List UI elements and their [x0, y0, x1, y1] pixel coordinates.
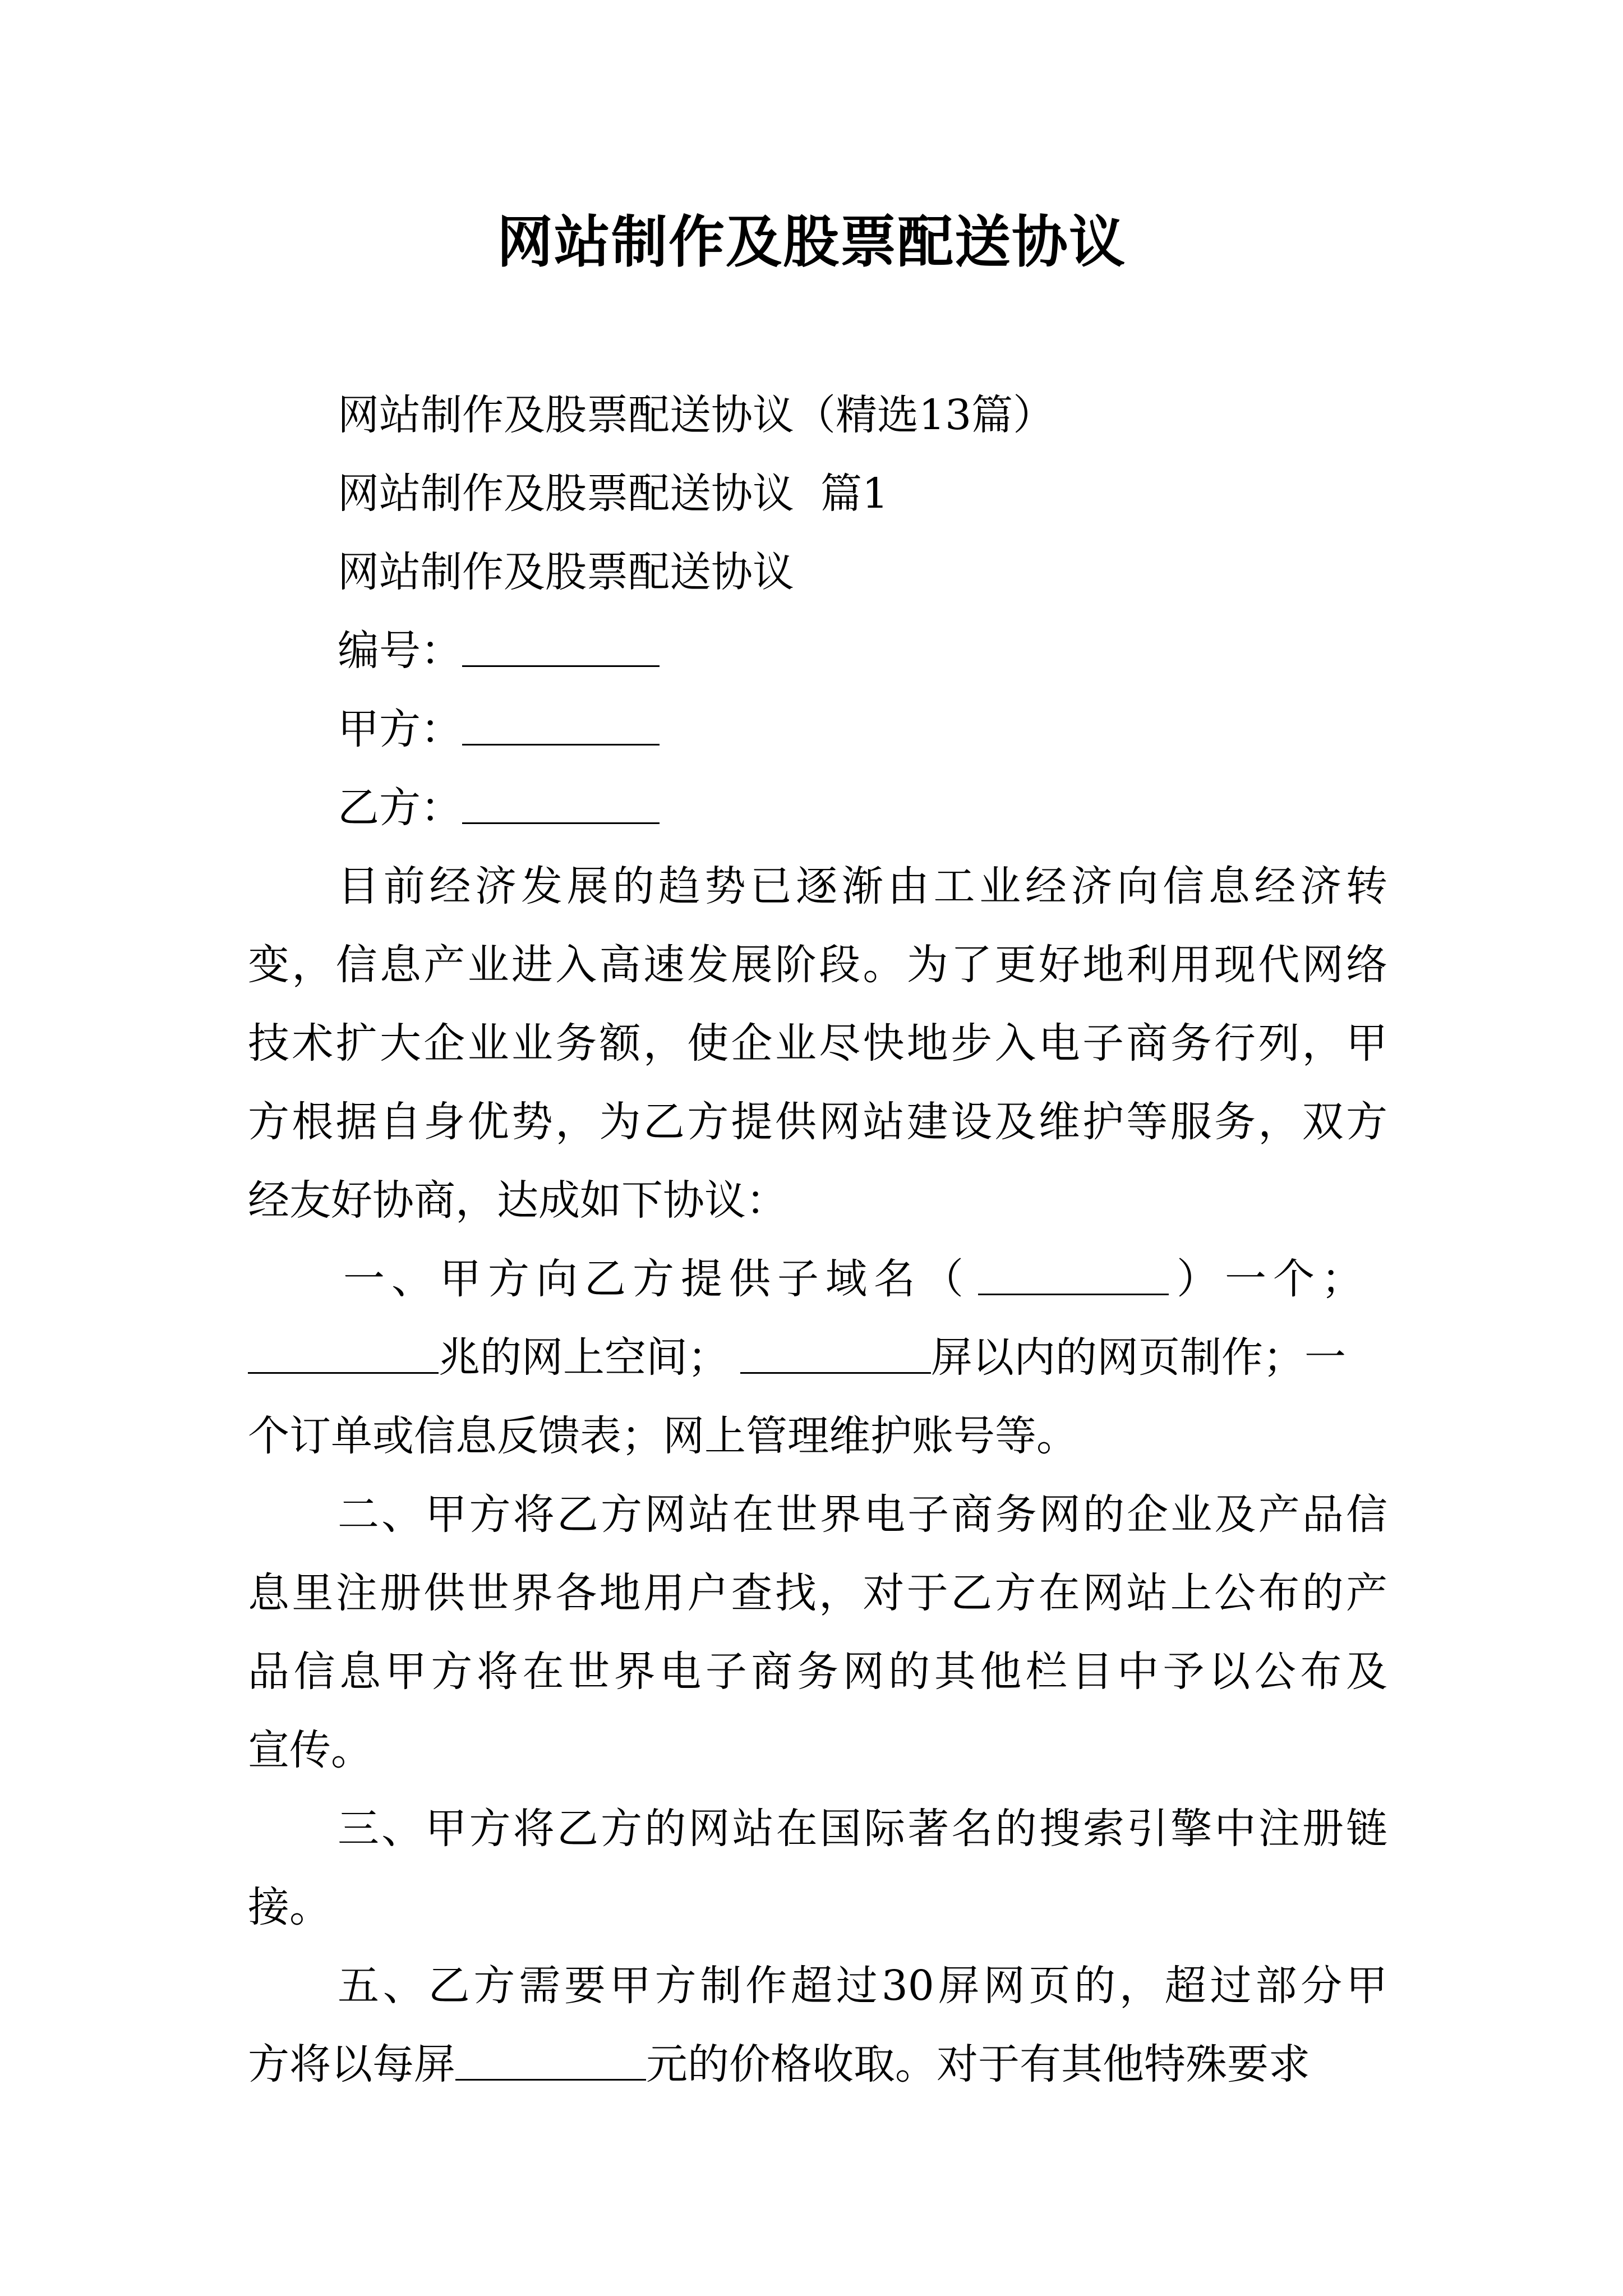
- paragraph-text: 二、甲方将乙方网站在世界电子商务网的企业及产品信: [338, 1490, 1387, 1539]
- paragraph-text: 个订单或信息反馈表；网上管理维护账号等。: [248, 1412, 1078, 1460]
- clause-1-suffix: ）一个；: [1177, 1255, 1370, 1303]
- clause-5-suffix: 元的价格收取。对于有其他特殊要求: [646, 2040, 1310, 2088]
- subtitle-line: [0, 384, 1623, 446]
- intro-line: [0, 1091, 1623, 1153]
- page-count-blank: [740, 1335, 931, 1374]
- clause-3-line: [0, 1798, 1623, 1860]
- clause-5-line: [0, 2033, 1623, 2095]
- section-heading: 网站制作及股票配送协议 篇1: [338, 470, 889, 518]
- clause-1-line: [0, 1248, 1623, 1310]
- space-size-blank: [248, 1335, 439, 1374]
- clause-1-prefix: 一、甲方向乙方提供子域名（: [343, 1255, 970, 1303]
- paragraph-text: 目前经济发展的趋势已逐渐由工业经济向信息经济转: [338, 862, 1387, 910]
- party-b-label: 乙方：: [338, 784, 462, 832]
- paragraph-text: 技术扩大企业业务额，使企业尽快地步入电子商务行列，甲: [248, 1019, 1387, 1068]
- clause-2-line: [0, 1641, 1623, 1703]
- agreement-title-line: [0, 541, 1623, 603]
- subtitle: 网站制作及股票配送协议（精选13篇）: [338, 391, 1055, 439]
- clause-5-prefix: 方将以每屏: [248, 2040, 455, 2088]
- paragraph-text: 品信息甲方将在世界电子商务网的其他栏目中予以公布及: [248, 1648, 1387, 1696]
- clause-2-line: [0, 1484, 1623, 1545]
- number-label: 编号：: [338, 627, 462, 675]
- clause-2-line: [0, 1562, 1623, 1624]
- clause-3-line: [0, 1876, 1623, 1938]
- clause-1-line: [0, 1327, 1623, 1388]
- paragraph-text: 变，信息产业进入高速发展阶段。为了更好地利用现代网络: [248, 941, 1387, 989]
- party-b-blank: [462, 785, 660, 824]
- paragraph-text: 三、甲方将乙方的网站在国际著名的搜索引擎中注册链: [338, 1805, 1387, 1853]
- paragraph-text: 方根据自身优势，为乙方提供网站建设及维护等服务，双方: [248, 1098, 1387, 1146]
- paragraph-text: 接。: [248, 1883, 331, 1931]
- party-a-blank: [462, 707, 660, 746]
- clause-1-middle: 兆的网上空间；: [439, 1333, 729, 1382]
- clause-1-line: [0, 1405, 1623, 1467]
- paragraph-text: 宣传。: [248, 1726, 372, 1774]
- subdomain-blank: [978, 1257, 1169, 1295]
- number-field: [0, 620, 1623, 682]
- intro-line: [0, 1170, 1623, 1231]
- intro-line: [0, 855, 1623, 917]
- price-blank: [455, 2042, 646, 2081]
- paragraph-text: 经友好协商，达成如下协议：: [248, 1176, 787, 1225]
- paragraph-text: 五、乙方需要甲方制作超过30屏网页的，超过部分甲: [338, 1962, 1387, 2010]
- intro-line: [0, 934, 1623, 996]
- intro-line: [0, 1013, 1623, 1074]
- section-heading-line: [0, 463, 1623, 524]
- clause-2-line: [0, 1719, 1623, 1781]
- party-b-field: [0, 777, 1623, 839]
- document-title: 网站制作及股票配送协议: [497, 209, 1126, 275]
- agreement-title: 网站制作及股票配送协议: [338, 548, 794, 596]
- party-a-label: 甲方：: [338, 705, 462, 753]
- paragraph-text: 息里注册供世界各地用户查找，对于乙方在网站上公布的产: [248, 1569, 1387, 1617]
- clause-1-end: 屏以内的网页制作；一: [931, 1333, 1346, 1382]
- party-a-field: [0, 698, 1623, 760]
- clause-5-line: [0, 1955, 1623, 2017]
- number-blank: [462, 628, 660, 667]
